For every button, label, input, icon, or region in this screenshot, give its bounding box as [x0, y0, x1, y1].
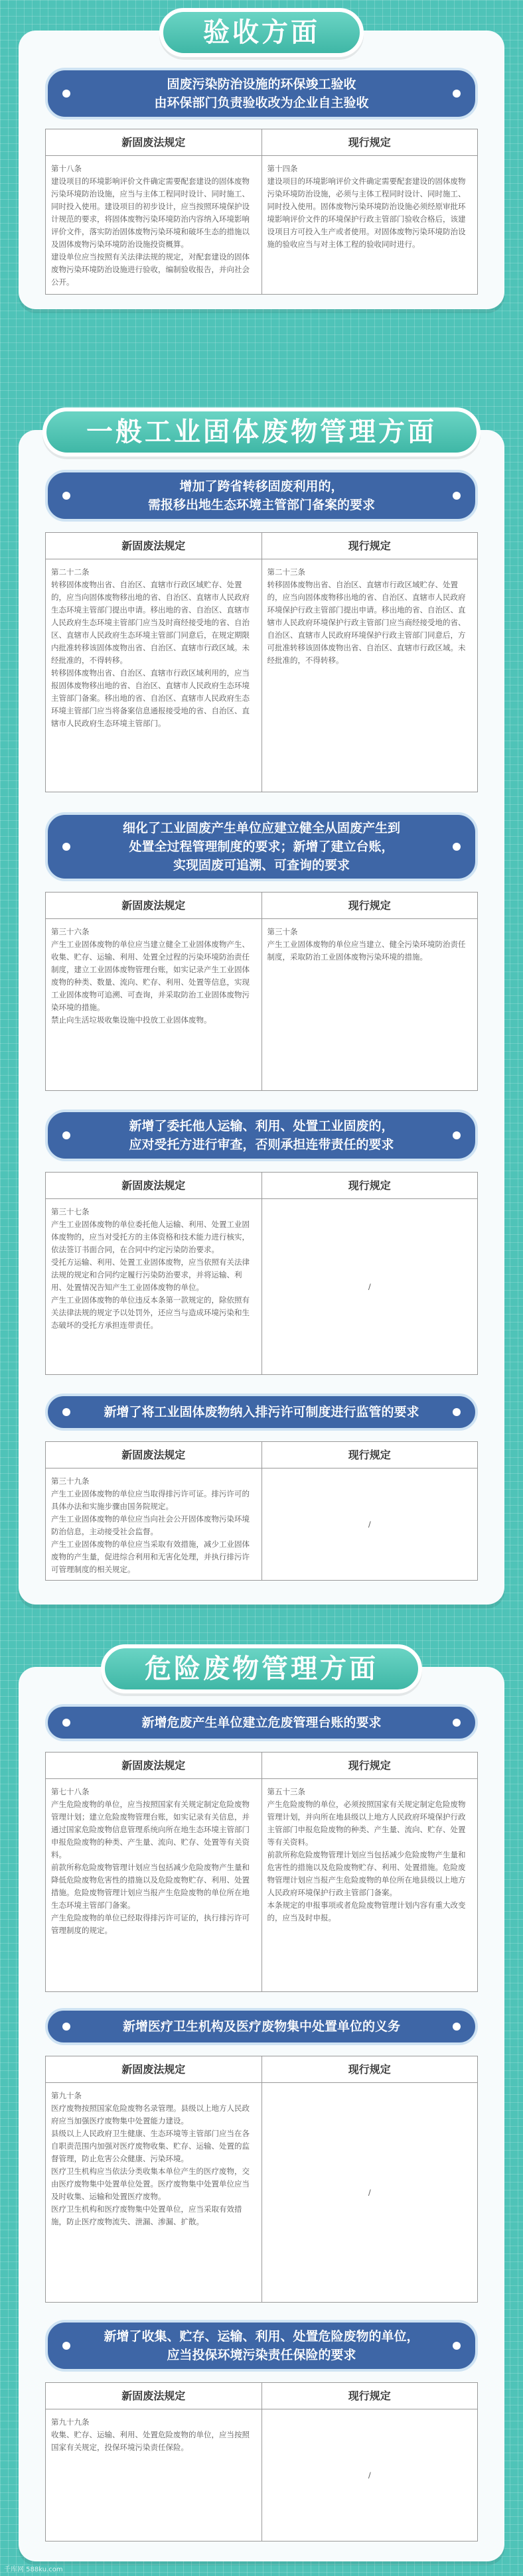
dot-icon	[62, 843, 70, 851]
banner-line: 处置全过程管理制度的要求；新增了建立台账，	[129, 839, 394, 854]
article-number: 第九十九条	[51, 2417, 90, 2427]
article-number: 第三十七条	[51, 1207, 90, 1216]
section-hazardous-waste	[19, 1654, 504, 2561]
no-rule-slash: /	[262, 1199, 478, 1374]
new-law-text	[46, 156, 262, 294]
no-rule-slash: /	[262, 2083, 478, 2302]
new-law-text	[46, 919, 262, 1090]
comparison-table	[45, 532, 478, 792]
new-law-text	[46, 2083, 262, 2302]
current-rule-text	[262, 559, 478, 792]
article-text: 医疗废物按照国家危险废物名录管理。县级以上地方人民政府应当加强医疗废物集中处置能力建设。	[51, 2104, 250, 2125]
comparison-table	[45, 129, 478, 295]
new-law-text	[46, 559, 262, 792]
dot-icon	[453, 492, 461, 500]
article-text: 产生工业固体废物的单位违反本条第一款规定的，除依照有关法律法规的规定予以处罚外，还应当与造成环境污染和生态破坏的受托方承担连带责任。	[51, 1295, 250, 1330]
header-new-law: 新固废法规定	[121, 899, 186, 912]
banner-line: 应对受托方进行审查，否则承担连带责任的要求	[129, 1137, 394, 1152]
watermark: 千库网 588ku.com	[4, 2566, 63, 2573]
dot-icon	[62, 492, 70, 500]
section-title: 危险废物管理方面	[101, 1644, 422, 1693]
comparison-table	[45, 892, 478, 1091]
dot-icon	[453, 1719, 461, 1727]
article-number: 第九十条	[51, 2091, 82, 2100]
article-text: 本条规定的申报事项或者危险废物管理计划内容有重大改变的，应当及时申报。	[267, 1900, 466, 1922]
header-current-rule: 现行规定	[262, 1442, 478, 1468]
banner-line: 细化了工业固废产生单位应建立健全从固废产生到	[122, 821, 400, 835]
article-text: 受托方运输、利用、处置工业固体废物，应当依照有关法律法规的规定和合同约定履行污染防治要求，并将运输、利用、处置情况告知产生工业固体废物的单位。	[51, 1257, 250, 1292]
banner-line: 新增了将工业固体废物纳入排污许可制度进行监管的要求	[104, 1405, 419, 1419]
header-new-law: 新固废法规定	[121, 1449, 186, 1461]
header-current-rule: 现行规定	[262, 1173, 478, 1198]
banner	[45, 68, 478, 119]
article-number: 第二十三条	[267, 567, 305, 577]
dot-icon	[62, 2023, 70, 2031]
header-current-rule: 现行规定	[262, 129, 478, 155]
article-text: 产生工业固体废物的单位应当建立、健全污染环境防治责任制度，采取防治工业固体废物污染环境的措施。	[267, 940, 466, 962]
banner-line: 新增了收集、贮存、运输、利用、处置危险废物的单位，	[104, 2329, 419, 2344]
dot-icon	[453, 90, 461, 98]
section-acceptance	[19, 17, 504, 309]
header-current-rule: 现行规定	[262, 1753, 478, 1778]
article-number: 第十八条	[51, 164, 82, 173]
header-new-law: 新固废法规定	[121, 136, 186, 149]
article-text: 产生工业固体废物的单位应当建立健全工业固体废物产生、收集、贮存、运输、利用、处置全过程的污染环境防治责任制度，建立工业固体废物管理台账，如实记录产生工业固体废物的种类、数量、流向、贮存、利用、处置等信息，实现工业固体废物可追溯、可查询，并采取防治工业固体废物污染环境的措施。	[51, 940, 250, 1012]
new-law-text	[46, 1199, 262, 1374]
header-new-law: 新固废法规定	[121, 1179, 186, 1192]
dot-icon	[62, 90, 70, 98]
dot-icon	[62, 2342, 70, 2350]
no-rule-slash: /	[262, 1468, 478, 1580]
current-rule-text	[262, 156, 478, 294]
header-current-rule: 现行规定	[262, 893, 478, 918]
banner-line: 新增医疗卫生机构及医疗废物集中处置单位的义务	[122, 2019, 400, 2034]
dot-icon	[453, 843, 461, 851]
article-number: 第七十八条	[51, 1787, 90, 1796]
article-text: 建设项目的环境影响评价文件确定需要配套建设的固体废物污染环境防治设施，应当与主体工程同时设计、同时施工、同时投入使用。建设项目的初步设计，应当按照环境保护设计规范的要求，将固体废物污染环境防治内容纳入环境影响评价文件，落实防治固体废物污染环境和破坏生态的措施以及固体废物污染环境防治设施投资概算。	[51, 177, 250, 249]
banner-line: 实现固废可追溯、可查询的要求	[173, 858, 350, 873]
article-number: 第五十三条	[267, 1787, 305, 1796]
section-industrial-waste	[19, 417, 504, 1605]
article-text: 产生危险废物的单位，应当按照国家有关规定制定危险废物管理计划；建立危险废物管理台账，如实记录有关信息，并通过国家危险废物信息管理系统向所在地生态环境主管部门申报危险废物的种类、产生量、流向、贮存、处置等有关资料。	[51, 1800, 250, 1859]
article-text: 建设项目的环境影响评价文件确定需要配套建设的固体废物污染环境防治设施，必须与主体工程同时设计、同时施工、同时投入使用。固体废物污染环境防治设施必须经原审批环境影响评价文件的环境保护行政主管部门验收合格后，该建设项目方可投入生产或者使用。对固体废物污染环境防治设施的验收应当与对主体工程的验收同时进行。	[267, 177, 466, 249]
header-new-law: 新固废法规定	[121, 1759, 186, 1772]
header-new-law: 新固废法规定	[121, 2390, 186, 2402]
new-law-text	[46, 1468, 262, 1580]
article-text: 禁止向生活垃圾收集设施中投放工业固体废物。	[51, 1015, 212, 1025]
article-text: 转移固体废物出省、自治区、直辖市行政区域贮存、处置的，应当向固体废物移出地的省、自治区、直辖市人民政府环境保护行政主管部门提出申请。移出地的省、自治区、直辖市人民政府环境保护行政主管部门应当商经接受地的省、自治区、直辖市人民政府环境保护行政主管部门同意后，方可批准转移该固体废物出省、自治区、直辖市行政区域。未经批准的，不得转移。	[267, 580, 466, 665]
header-current-rule: 现行规定	[262, 2056, 478, 2082]
article-number: 第三十六条	[51, 927, 90, 936]
banner-line: 新增了委托他人运输、利用、处置工业固废的，	[129, 1119, 394, 1133]
dot-icon	[453, 1408, 461, 1416]
article-text: 产生工业固体废物的单位应当向社会公开固体废物污染环境防治信息，主动接受社会监督。	[51, 1514, 250, 1536]
banner	[45, 470, 478, 522]
article-text: 产生工业固体废物的单位应当采取有效措施，减少工业固体废物的产生量，促进综合利用和无害化处理，并执行排污许可管理制度的相关规定。	[51, 1539, 250, 1574]
section-title: 验收方面	[159, 8, 364, 57]
dot-icon	[453, 2342, 461, 2350]
article-text: 转移固体废物出省、自治区、直辖市行政区域利用的，应当报固体废物移出地的省、自治区、直辖市人民政府生态环境主管部门备案。移出地的省、自治区、直辖市人民政府生态环境主管部门应当将备案信息通报接受地的省、自治区、直辖市人民政府生态环境主管部门。	[51, 668, 250, 728]
banner	[45, 1704, 478, 1741]
comparison-table	[45, 1752, 478, 1992]
banner	[45, 2320, 478, 2372]
header-current-rule: 现行规定	[262, 2383, 478, 2409]
banner	[45, 2008, 478, 2045]
comparison-table	[45, 1441, 478, 1581]
article-number: 第三十条	[267, 927, 298, 936]
banner-line: 由环保部门负责验收改为企业自主验收	[154, 96, 369, 110]
new-law-text	[46, 1779, 262, 1991]
dot-icon	[453, 2023, 461, 2031]
comparison-table	[45, 1172, 478, 1375]
no-rule-slash: /	[262, 2409, 478, 2541]
article-text: 县级以上人民政府卫生健康、生态环境等主管部门应当在各自职责范围内加强对医疗废物收集、贮存、运输、处置的监督管理，防止危害公众健康、污染环境。	[51, 2129, 250, 2163]
section-title: 一般工业固体废物管理方面	[42, 407, 481, 457]
banner-line: 固废污染防治设施的环保竣工验收	[167, 77, 356, 92]
banner-line: 应当投保环境污染责任保险的要求	[167, 2348, 356, 2362]
header-current-rule: 现行规定	[262, 533, 478, 559]
banner-line: 新增危废产生单位建立危废管理台账的要求	[141, 1715, 382, 1730]
banner-line: 需报移出地生态环境主管部门备案的要求	[147, 498, 375, 512]
article-text: 医疗卫生机构应当依法分类收集本单位产生的医疗废物，交由医疗废物集中处置单位处置。医疗废物集中处置单位应当及时收集、运输和处置医疗废物。	[51, 2167, 250, 2201]
article-text: 前款所称危险废物管理计划应当包括减少危险废物产生量和危害性的措施以及危险废物贮存、利用、处置措施。危险废物管理计划应当报产生危险废物的单位所在地县级以上地方人民政府环境保护行政主管部门备案。	[267, 1850, 466, 1897]
article-text: 前款所称危险废物管理计划应当包括减少危险废物产生量和降低危险废物危害性的措施以及危险废物贮存、利用、处置措施。危险废物管理计划应当报产生危险废物的单位所在地生态环境主管部门备案。	[51, 1863, 250, 1910]
header-new-law: 新固废法规定	[121, 2063, 186, 2076]
banner	[45, 1109, 478, 1161]
current-rule-text	[262, 1779, 478, 1991]
header-new-law: 新固废法规定	[121, 539, 186, 552]
article-text: 转移固体废物出省、自治区、直辖市行政区域贮存、处置的，应当向固体废物移出地的省、自治区、直辖市人民政府生态环境主管部门提出申请。移出地的省、自治区、直辖市人民政府生态环境主管部门应当及时商经接受地的省、自治区、直辖市人民政府生态环境主管部门同意后，在规定期限内批准转移该固体废物出省、自治区、直辖市行政区域。未经批准的，不得转移。	[51, 580, 250, 665]
dot-icon	[62, 1408, 70, 1416]
dot-icon	[453, 1131, 461, 1139]
comparison-table	[45, 2056, 478, 2303]
dot-icon	[62, 1131, 70, 1139]
article-number: 第二十二条	[51, 567, 90, 577]
current-rule-text	[262, 919, 478, 1090]
article-number: 第三十九条	[51, 1476, 90, 1486]
dot-icon	[62, 1719, 70, 1727]
article-text: 医疗卫生机构和医疗废物集中处置单位，应当采取有效措施，防止医疗废物流失、泄漏、渗漏、扩散。	[51, 2204, 242, 2226]
article-text: 收集、贮存、运输、利用、处置危险废物的单位，应当按照国家有关规定，投保环境污染责任保险。	[51, 2430, 250, 2452]
banner-line: 增加了跨省转移固废利用的，	[179, 479, 344, 494]
comparison-table	[45, 2382, 478, 2541]
banner	[45, 812, 478, 881]
article-number: 第十四条	[267, 164, 298, 173]
article-text: 产生工业固体废物的单位委托他人运输、利用、处置工业固体废物的，应当对受托方的主体资格和技术能力进行核实，依法签订书面合同，在合同中约定污染防治要求。	[51, 1220, 250, 1254]
article-text: 建设单位应当按照有关法律法规的规定，对配套建设的固体废物污染环境防治设施进行验收，编制验收报告，并向社会公开。	[51, 252, 250, 287]
new-law-text	[46, 2409, 262, 2541]
article-text: 产生工业固体废物的单位应当取得排污许可证。排污许可的具体办法和实施步骤由国务院规定。	[51, 1489, 250, 1511]
article-text: 产生危险废物的单位已经取得排污许可证的，执行排污许可管理制度的规定。	[51, 1913, 250, 1935]
article-text: 产生危险废物的单位，必须按照国家有关规定制定危险废物管理计划，并向所在地县级以上地方人民政府环境保护行政主管部门申报危险废物的种类、产生量、流向、贮存、处置等有关资料。	[267, 1800, 466, 1847]
banner	[45, 1394, 478, 1431]
